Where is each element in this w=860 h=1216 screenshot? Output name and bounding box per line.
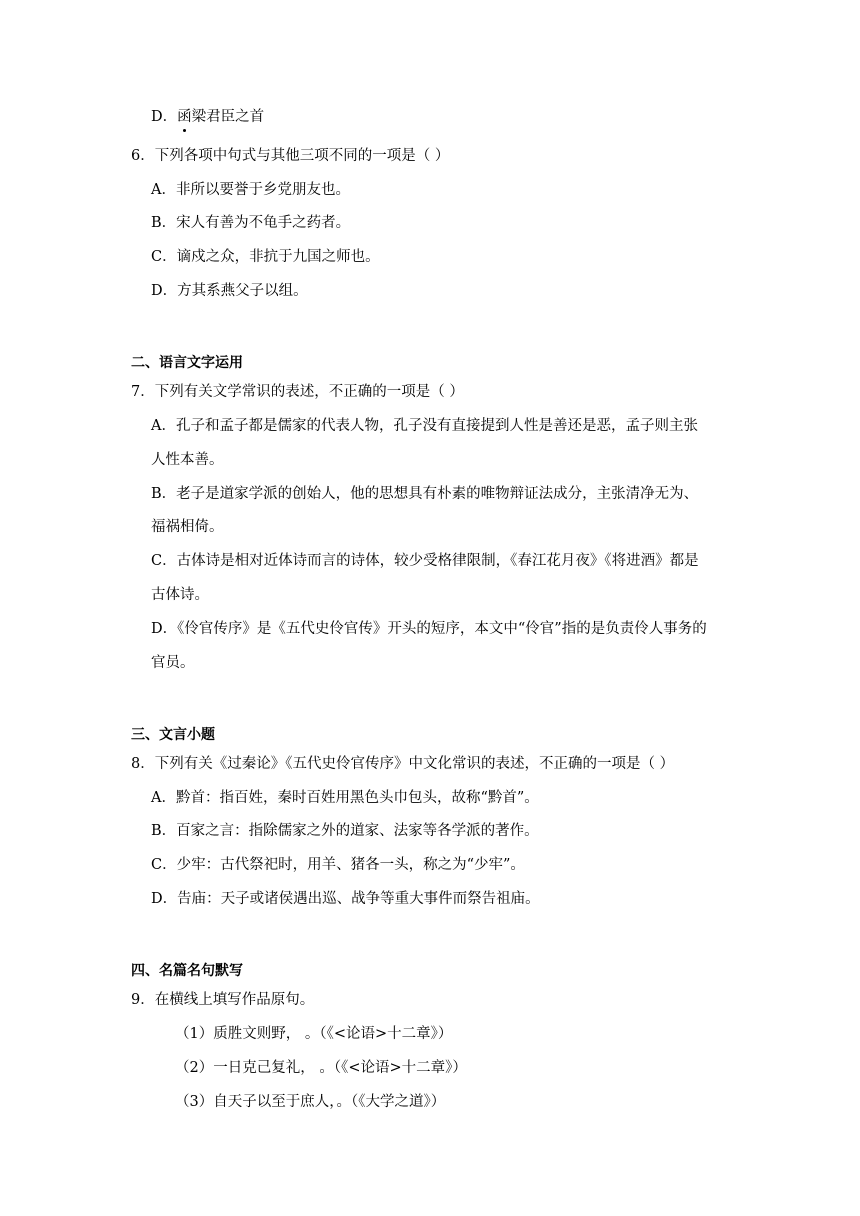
q7-option-a-line2: 人性本善。 [151,452,224,468]
q7-option-b-line2: 福祸相倚。 [151,519,224,535]
q6-option-c: C．谪戍之众，非抗于九国之师也。 [151,249,380,265]
q8-option-d: D．告庙：天子或诸侯遇出巡、战争等重大事件而祭告祖庙。 [151,891,540,907]
q9-stem: 9．在横线上填写作品原句。 [131,992,315,1008]
section-heading-2: 二、语言文字运用 [131,355,243,371]
section-heading-4: 四、名篇名句默写 [131,963,243,979]
q5-option-d-emphasized-char: 函 [177,109,192,125]
q8-option-c: C．少牢：古代祭祀时，用羊、猪各一头，称之为“少牢”。 [151,857,525,873]
q7-stem: 7．下列有关文学常识的表述，不正确的一项是（ ） [131,384,464,400]
section-heading-3: 三、文言小题 [131,727,215,743]
q7-option-a-line1: A．孔子和孟子都是儒家的代表人物，孔子没有直接提到人性是善还是恶，孟子则主张 [151,418,698,434]
q8-option-b: B．百家之言：指除儒家之外的道家、法家等各学派的著作。 [151,823,539,839]
q5-option-d-rest: 梁君臣之首 [191,109,265,125]
q5-option-d-label: D． [151,109,178,125]
q8-option-a: A．黔首：指百姓，秦时百姓用黑色头巾包头，故称“黔首”。 [151,790,539,806]
q9-item-1: （1）质胜文则野， 。（《<论语>十二章》） [175,1026,453,1042]
q7-option-c-line1: C．古体诗是相对近体诗而言的诗体，较少受格律限制，《春江花月夜》《将进酒》都是 [151,553,699,569]
q7-option-d-line2: 官员。 [151,655,195,671]
q6-option-a: A．非所以要誉于乡党朋友也。 [151,182,350,198]
q7-option-c-line2: 古体诗。 [151,587,209,603]
q5-option-d [151,107,264,127]
q6-option-d: D．方其系燕父子以组。 [151,283,308,299]
q7-option-b-line1: B．老子是道家学派的创始人，他的思想具有朴素的唯物辩证法成分，主张清净无为、 [151,486,699,502]
q9-item-3: （3）自天子以至于庶人，。（《大学之道》） [175,1094,446,1110]
q8-stem: 8．下列有关《过秦论》《五代史伶官传序》中文化常识的表述，不正确的一项是（ ） [131,756,675,772]
q7-option-d-line1: D．《伶官传序》是《五代史伶官传》开头的短序，本文中“伶官”指的是负责伶人事务的 [151,621,707,637]
q9-item-2: （2）一日克己复礼， 。（《<论语>十二章》） [175,1060,467,1076]
q6-stem: 6．下列各项中句式与其他三项不同的一项是（ ） [131,148,450,164]
q6-option-b: B．宋人有善为不龟手之药者。 [151,215,351,231]
